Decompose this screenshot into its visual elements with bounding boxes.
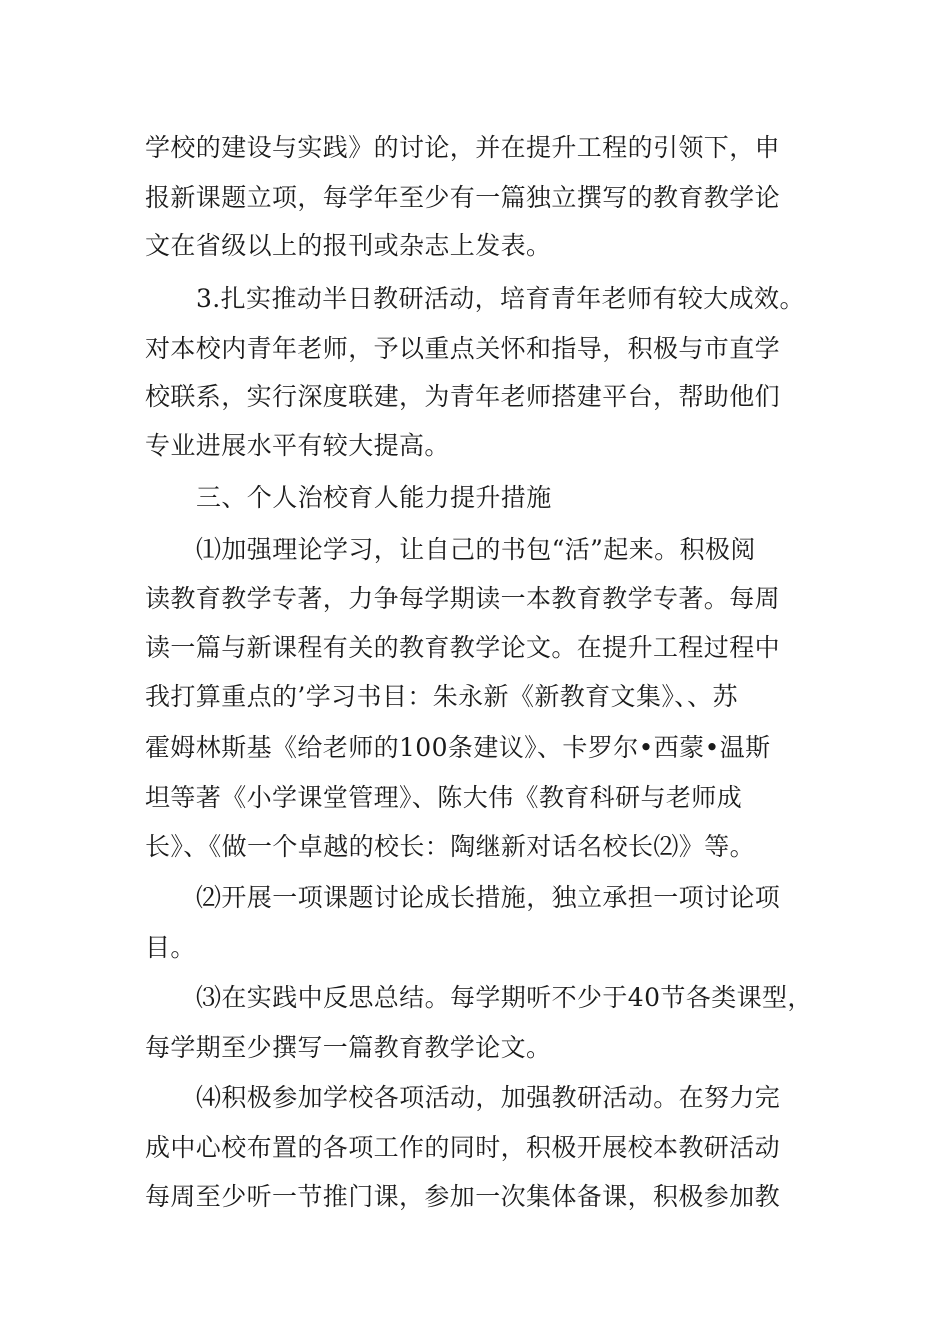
text-line: 每学期至少撰写一篇教育教学论文。 (145, 1033, 552, 1062)
text-line: 读教育教学专著，力争每学期读一本教育教学专著。每周 (145, 584, 781, 613)
text-line: 每周至少听一节推门课，参加一次集体备课，积极参加教 (145, 1182, 781, 1211)
text-line: 对本校内青年老师，予以重点关怀和指导，积极与市直学 (145, 334, 781, 363)
text-line: 坦等著《小学课堂管理》、陈大伟《教育科研与老师成 (145, 783, 743, 812)
text-line: 学校的建设与实践》的讨论，并在提升工程的引领下，申 (145, 133, 781, 162)
text-line: 报新课题立项，每学年至少有一篇独立撰写的教育教学论 (145, 183, 781, 212)
text-line: 专业进展水平有较大提高。 (145, 431, 450, 460)
text-line: ⑴加强理论学习，让自己的书包“活”起来。积极阅 (196, 535, 756, 564)
text-line: ⑵开展一项课题讨论成长措施，独立承担一项讨论项 (196, 883, 781, 912)
text-line: 目。 (145, 933, 196, 962)
text-line: 文在省级以上的报刊或杂志上发表。 (145, 231, 552, 260)
text-line: 3.扎实推动半日教研活动，培育青年老师有较大成效。 (196, 284, 805, 313)
text-line: ⑶在实践中反思总结。每学期听不少于40节各类课型， (196, 983, 813, 1012)
text-line: 读一篇与新课程有关的教育教学论文。在提升工程过程中 (145, 633, 781, 662)
text-line: 成中心校布置的各项工作的同时，积极开展校本教研活动 (145, 1133, 781, 1162)
text-line: 长》、《做一个卓越的校长：陶继新对话名校长⑵》等。 (145, 832, 756, 861)
text-line: 校联系，实行深度联建，为青年老师搭建平台，帮助他们 (145, 382, 781, 411)
text-line: ⑷积极参加学校各项活动，加强教研活动。在努力完 (196, 1083, 781, 1112)
text-line: 我打算重点的’学习书目：朱永新《新教育文集》、、苏 (145, 682, 738, 711)
text-line: 霍姆林斯基《给老师的100条建议》、卡罗尔•西蒙•温斯 (145, 733, 771, 762)
section-heading: 三、个人治校育人能力提升措施 (196, 483, 552, 512)
